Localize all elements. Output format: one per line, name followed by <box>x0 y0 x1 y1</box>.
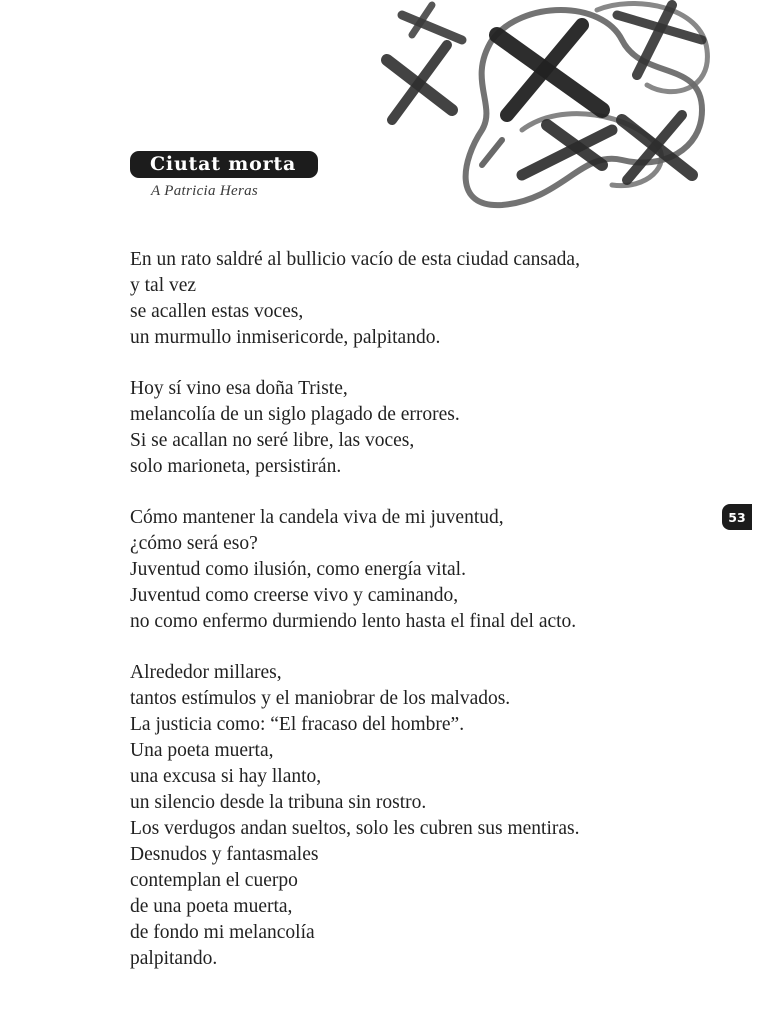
poem-line: de fondo mi melancolía <box>130 922 315 943</box>
ink-brush-illustration <box>372 0 717 215</box>
poem-line: Hoy sí vino esa doña Triste, <box>130 378 348 399</box>
poem-line: Si se acallan no seré libre, las voces, <box>130 430 415 451</box>
poem-line: Desnudos y fantasmales <box>130 844 319 865</box>
poem-line: no como enfermo durmiendo lento hasta el final del acto. <box>130 611 577 632</box>
poem-line: solo marioneta, persistirán. <box>130 456 342 477</box>
poem-line: de una poeta muerta, <box>130 896 293 917</box>
poem-title: Ciutat morta <box>150 153 297 175</box>
poem-line: tantos estímulos y el maniobrar de los malvados. <box>130 688 511 709</box>
page-number-tab <box>722 504 752 530</box>
poem-line: Una poeta muerta, <box>130 740 274 761</box>
poem-line: Juventud como creerse vivo y caminando, <box>130 585 459 606</box>
poem-line: La justicia como: “El fracaso del hombre”. <box>130 714 465 735</box>
poem-line: un murmullo inmisericorde, palpitando. <box>130 327 441 348</box>
stanza <box>130 505 690 635</box>
poem-line: Cómo mantener la candela viva de mi juventud, <box>130 507 504 528</box>
poem-line: ¿cómo será eso? <box>130 533 258 554</box>
poem-line: se acallen estas voces, <box>130 301 304 322</box>
poem-line: un silencio desde la tribuna sin rostro. <box>130 792 427 813</box>
stanza <box>130 376 690 480</box>
poem-line: una excusa si hay llanto, <box>130 766 322 787</box>
poem-line: En un rato saldré al bullicio vacío de esta ciudad cansada, <box>130 249 580 270</box>
stanza <box>130 247 690 351</box>
poem-line: Los verdugos andan sueltos, solo les cubren sus mentiras. <box>130 818 580 839</box>
page-number: 53 <box>728 509 746 525</box>
title-banner <box>130 151 318 178</box>
poem-line: palpitando. <box>130 948 218 969</box>
stanza <box>130 660 690 972</box>
poem-line: melancolía de un siglo plagado de errores. <box>130 404 460 425</box>
poem-line: Alrededor millares, <box>130 662 282 683</box>
poem-line: Juventud como ilusión, como energía vital. <box>130 559 466 580</box>
dedication: A Patricia Heras <box>151 183 259 199</box>
poem-body <box>130 247 690 997</box>
poem-line: contemplan el cuerpo <box>130 870 298 891</box>
poem-line: y tal vez <box>130 275 197 296</box>
